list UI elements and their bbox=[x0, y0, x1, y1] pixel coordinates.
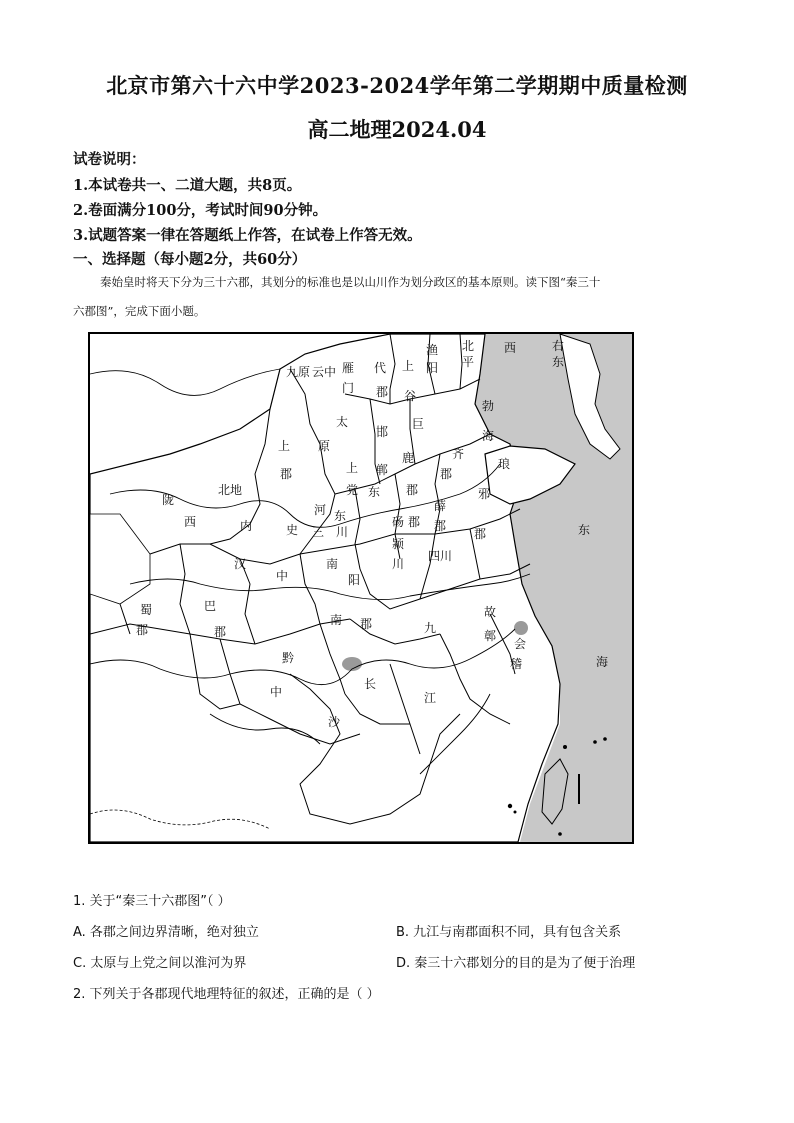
map-label: 谷 bbox=[404, 389, 417, 403]
instruction-item: 1.本试卷共一、二道大题，共8页。 bbox=[73, 177, 302, 194]
map-label: 右 bbox=[552, 339, 565, 353]
question-1-option-d[interactable]: D. 秦三十六郡划分的目的是为了便于治理 bbox=[396, 956, 636, 971]
map-label: 郡 bbox=[440, 467, 453, 481]
map-label: 郡 bbox=[408, 515, 421, 529]
question-2-stem: 2. 下列关于各郡现代地理特征的叙述，正确的是（ ） bbox=[73, 987, 380, 1002]
map-label: 雁 bbox=[342, 361, 355, 375]
map-label: 中 bbox=[276, 569, 289, 583]
instruction-item: 2.卷面满分100分，考试时间90分钟。 bbox=[73, 202, 328, 219]
map-label: 北 bbox=[462, 339, 475, 353]
map-label: 稽 bbox=[510, 657, 523, 671]
intro-line1: 秦始皇时将天下分为三十六郡，其划分的标准也是以山川作为划分政区的基本原则。读下图“秦三十 bbox=[100, 275, 601, 289]
map-label: 云中 bbox=[312, 365, 337, 379]
map-label: 三 bbox=[312, 525, 325, 539]
map-label: 九 bbox=[424, 621, 437, 635]
map-label: 陇 bbox=[162, 493, 175, 507]
map-label: 会 bbox=[514, 637, 527, 651]
map-label: 上 bbox=[278, 439, 291, 453]
exam-title-line2: 高二地理2024.04 bbox=[307, 117, 487, 142]
map-label: 上 bbox=[402, 359, 415, 373]
map-label: 郡 bbox=[406, 483, 419, 497]
map-label: 巴 bbox=[204, 599, 217, 613]
map-label: 郸 bbox=[376, 463, 389, 477]
map-label: 郡 bbox=[214, 625, 227, 639]
map-label: 琅 bbox=[498, 457, 511, 471]
map-label: 代 bbox=[374, 361, 387, 375]
map-label: 门 bbox=[342, 381, 355, 395]
map-label: 河 bbox=[314, 503, 327, 517]
map-label: 汉 bbox=[234, 557, 247, 571]
map-label: 郡 bbox=[474, 527, 487, 541]
section-heading: 一、选择题（每小题2分，共60分） bbox=[73, 251, 307, 268]
map-label: 故 bbox=[484, 605, 497, 619]
map-drawing bbox=[90, 334, 632, 842]
question-1-option-b[interactable]: B. 九江与南郡面积不同，具有包含关系 bbox=[396, 925, 622, 940]
map-label: 邪 bbox=[478, 487, 491, 501]
question-intro bbox=[73, 268, 723, 326]
map-label: 上 bbox=[346, 461, 359, 475]
map-label: 平 bbox=[462, 355, 475, 369]
map-label: 东 bbox=[578, 523, 591, 537]
map-label: 蜀 bbox=[140, 603, 153, 617]
map-label: 西 bbox=[184, 515, 197, 529]
map-label: 黔 bbox=[282, 651, 295, 665]
map-label: 阳 bbox=[426, 361, 439, 375]
map-label: 东 bbox=[334, 509, 347, 523]
instructions-heading: 试卷说明： bbox=[73, 151, 146, 168]
map-label: 巨 bbox=[412, 417, 425, 431]
map-label: 南 bbox=[330, 613, 343, 627]
map-label: 南 bbox=[326, 557, 339, 571]
map-label: 渔 bbox=[426, 343, 439, 357]
map-label: 江 bbox=[424, 691, 437, 705]
map-label: 东 bbox=[368, 485, 381, 499]
map-label: 颍 bbox=[392, 537, 405, 551]
map-label: 沙 bbox=[328, 715, 341, 729]
map-label: 勃 bbox=[482, 399, 495, 413]
map-label: 郡 bbox=[280, 467, 293, 481]
question-1-option-c[interactable]: C. 太原与上党之间以淮河为界 bbox=[73, 956, 247, 971]
lake bbox=[514, 621, 528, 635]
map-label: 砀 bbox=[392, 515, 405, 529]
instruction-item: 3.试题答案一律在答题纸上作答，在试卷上作答无效。 bbox=[73, 227, 422, 244]
map-label: 长 bbox=[364, 677, 377, 691]
map-label: 东 bbox=[552, 355, 565, 369]
map-label: 中 bbox=[270, 685, 283, 699]
map-label: 郡 bbox=[360, 617, 373, 631]
exam-title-line1: 北京市第六十六中学2023-2024学年第二学期期中质量检测 bbox=[106, 73, 688, 98]
map-label: 郡 bbox=[434, 519, 447, 533]
question-1-option-a[interactable]: A. 各郡之间边界清晰，绝对独立 bbox=[73, 925, 259, 940]
map-label: 太 bbox=[336, 415, 349, 429]
map-label: 郡 bbox=[376, 385, 389, 399]
map-label: 邯 bbox=[376, 425, 389, 439]
map-label: 川 bbox=[336, 525, 349, 539]
map-label: 鹿 bbox=[402, 451, 415, 465]
map-label: 西 bbox=[504, 341, 517, 355]
map-label: 鄣 bbox=[484, 629, 497, 643]
map-label: 内 bbox=[240, 519, 253, 533]
map-label: 九原 bbox=[286, 365, 311, 379]
map-label: 海 bbox=[596, 655, 609, 669]
qin-36-commanderies-map bbox=[88, 332, 634, 844]
map-label: 海 bbox=[482, 429, 495, 443]
map-label: 川 bbox=[392, 557, 405, 571]
question-1-stem: 1. 关于“秦三十六郡图”（ ） bbox=[73, 894, 231, 909]
map-label: 薛 bbox=[434, 499, 447, 513]
map-label: 齐 bbox=[452, 447, 465, 461]
map-label: 党 bbox=[346, 483, 359, 497]
intro-line2: 六郡图”，完成下面小题。 bbox=[73, 304, 206, 318]
map-label: 四川 bbox=[428, 549, 453, 563]
map-label: 史 bbox=[286, 523, 299, 537]
map-label: 北地 bbox=[218, 483, 243, 497]
map-label: 阳 bbox=[348, 573, 361, 587]
map-label: 郡 bbox=[136, 623, 149, 637]
scale-mark bbox=[578, 774, 580, 804]
map-label: 原 bbox=[318, 439, 331, 453]
